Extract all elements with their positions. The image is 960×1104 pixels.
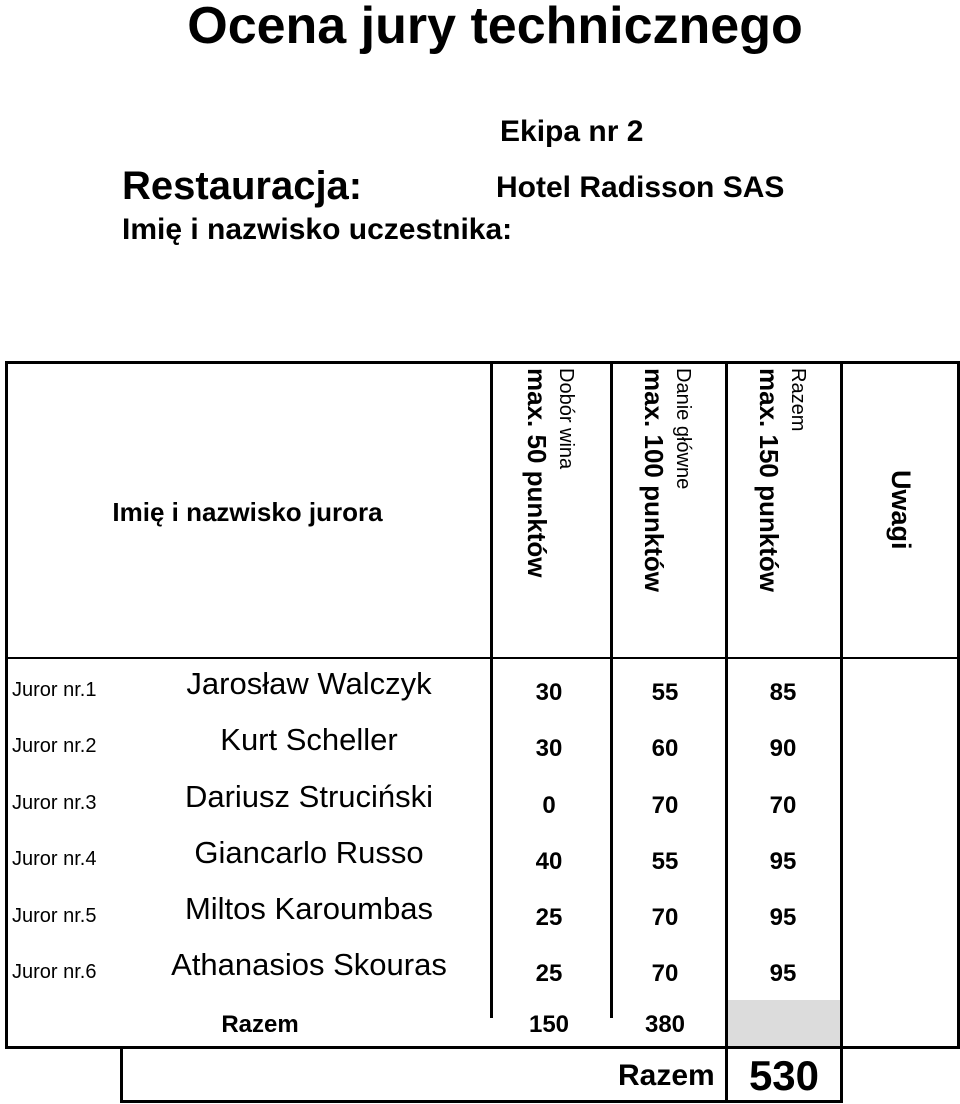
wine-score: 0 xyxy=(542,792,556,819)
sum-row-label: Razem xyxy=(221,1011,299,1038)
grand-total-label: Razem xyxy=(618,1059,715,1092)
wine-sum: 150 xyxy=(528,1011,570,1038)
total-score: 70 xyxy=(769,792,797,819)
header-wine-title: Dobór wina xyxy=(554,368,577,470)
restaurant-name: Hotel Radisson SAS xyxy=(496,171,785,204)
wine-score: 30 xyxy=(535,679,563,706)
juror-name: Miltos Karoumbas xyxy=(184,891,434,926)
main-sum: 380 xyxy=(644,1011,686,1038)
main-score: 70 xyxy=(651,792,679,819)
wine-score: 25 xyxy=(535,904,563,931)
juror-label: Juror nr.6 xyxy=(12,961,97,983)
header-remarks-label: Uwagi xyxy=(886,470,916,550)
juror-name: Jarosław Walczyk xyxy=(186,666,432,701)
main-score: 55 xyxy=(651,679,679,706)
participant-label: Imię i nazwisko uczestnika: xyxy=(122,213,513,246)
juror-name: Kurt Scheller xyxy=(220,722,398,757)
page-title: Ocena jury technicznego xyxy=(187,0,803,55)
total-score: 95 xyxy=(769,904,797,931)
total-score: 90 xyxy=(769,735,797,762)
juror-label: Juror nr.5 xyxy=(12,905,97,927)
header-total xyxy=(728,368,840,658)
main-score: 70 xyxy=(651,904,679,931)
header-main xyxy=(613,368,725,658)
header-main-max: max. 100 punktów xyxy=(639,368,669,592)
juror-label: Juror nr.1 xyxy=(12,679,97,701)
total-score: 95 xyxy=(769,960,797,987)
header-juror-name: Imię i nazwisko jurora xyxy=(112,497,383,527)
total-sum-cell xyxy=(728,1000,840,1046)
wine-score: 25 xyxy=(535,960,563,987)
total-score: 85 xyxy=(769,679,797,706)
main-score: 60 xyxy=(651,735,679,762)
juror-label: Juror nr.2 xyxy=(12,735,97,757)
wine-score: 30 xyxy=(535,735,563,762)
main-score: 55 xyxy=(651,848,679,875)
juror-name: Athanasios Skouras xyxy=(171,947,447,982)
juror-name: Dariusz Struciński xyxy=(184,779,434,814)
wine-score: 40 xyxy=(535,848,563,875)
total-score: 95 xyxy=(769,848,797,875)
main-score: 70 xyxy=(651,960,679,987)
header-total-max: max. 150 punktów xyxy=(754,368,784,592)
header-remarks xyxy=(843,470,957,760)
team-number: Ekipa nr 2 xyxy=(500,115,644,148)
restaurant-label: Restauracja: xyxy=(122,164,363,208)
header-main-title: Danie główne xyxy=(672,368,694,490)
header-wine-max: max. 50 punktów xyxy=(521,368,552,578)
header-wine xyxy=(493,368,610,658)
header-total-title: Razem xyxy=(787,368,809,432)
juror-label: Juror nr.3 xyxy=(12,792,97,814)
juror-name: Giancarlo Russo xyxy=(194,835,424,870)
grand-total-value: 530 xyxy=(748,1052,820,1099)
juror-label: Juror nr.4 xyxy=(12,848,97,870)
